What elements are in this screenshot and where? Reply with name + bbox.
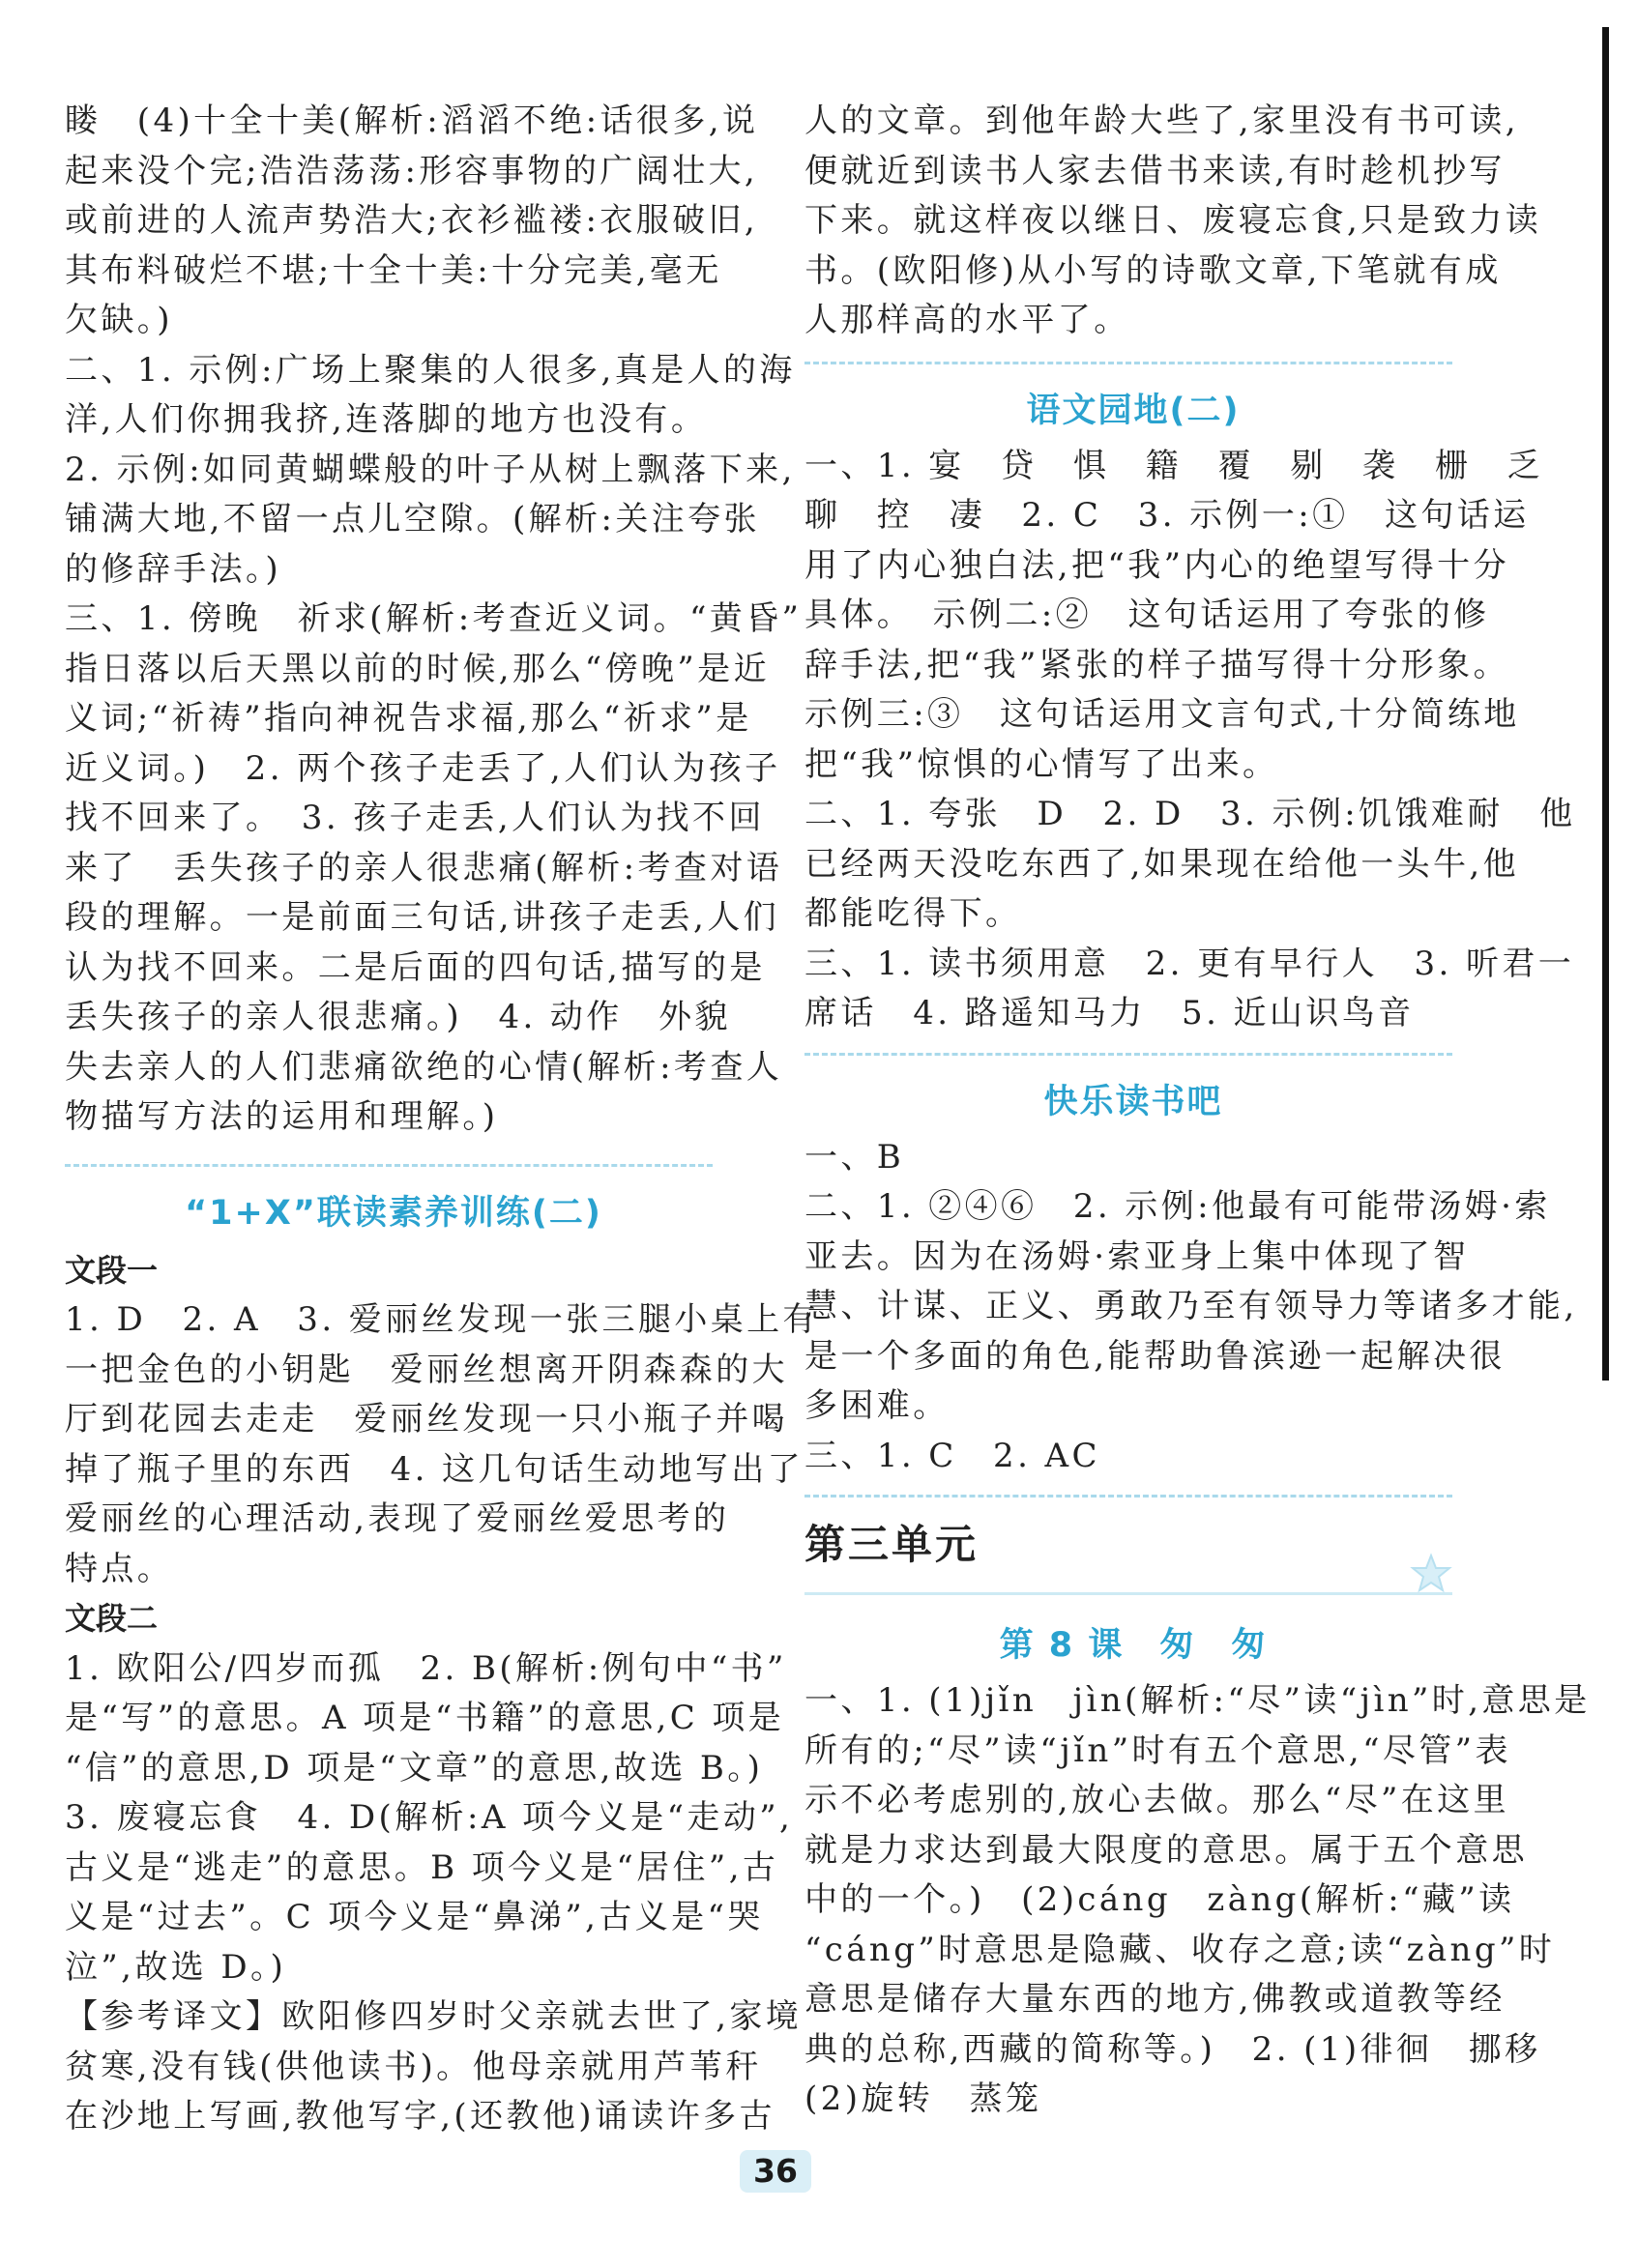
text-line: 䁖 (4)十全十美(解析:滔滔不绝:话很多,说 — [65, 102, 759, 140]
text-line: 一、1. (1)jǐn jìn(解析:“尽”读“jìn”时,意思是 — [804, 1681, 1591, 1720]
text-line: 3. 废寝忘食 4. D(解析:A 项今义是“走动”, — [65, 1798, 794, 1837]
text-line: 三、1. C 2. AC — [804, 1436, 1100, 1475]
text-line: 的修辞手法。) — [65, 549, 282, 589]
text-line: 1. 欧阳公/四岁而孤 2. B(解析:例句中“书” — [65, 1648, 787, 1688]
section-title-1x-reading: “1+X”联读素养训练(二) — [185, 1193, 602, 1233]
text-line: 来了 丢失孩子的亲人很悲痛(解析:考查对语 — [65, 848, 783, 887]
text-line: 义词;“祈祷”指向神祝告求福,那么“祈求”是 — [65, 699, 752, 738]
text-line: 铺满大地,不留一点儿空隙。(解析:关注夸张 — [65, 500, 760, 538]
text-line: 用了内心独白法,把“我”内心的绝望写得十分 — [804, 545, 1509, 585]
text-line: 二、1. 夸张 D 2. D 3. 示例:饥饿难耐 他 — [804, 795, 1576, 833]
star-icon — [1410, 1553, 1452, 1595]
lesson-8-answers — [804, 1676, 1591, 2125]
text-line: “cáng”时意思是隐藏、收存之意;读“zàng”时 — [804, 1930, 1556, 1969]
text-line: 三、1. 读书须用意 2. 更有早行人 3. 听君一 — [804, 944, 1575, 983]
text-line: 典的总称,西藏的简称等。) 2. (1)徘徊 挪移 — [804, 2029, 1541, 2069]
text-line: 二、1. ②④⑥ 2. 示例:他最有可能带汤姆·索 — [804, 1187, 1551, 1226]
text-line: 起来没个完;浩浩荡荡:形容事物的广阔壮大, — [65, 151, 759, 190]
section-divider — [804, 1495, 1452, 1497]
text-line: 席话 4. 路遥知马力 5. 近山识鸟音 — [804, 994, 1415, 1032]
lesson-title: 第 8 课 匆 匆 — [999, 1626, 1268, 1665]
text-line: 段的理解。一是前面三句话,讲孩子走丢,人们 — [65, 898, 780, 937]
text-line: 聊 控 凄 2. C 3. 示例一:① 这句话运 — [804, 496, 1530, 535]
text-line: 具体。 示例二:② 这句话运用了夸张的修 — [804, 596, 1490, 634]
text-line: 意思是储存大量东西的地方,佛教或道教等经 — [804, 1980, 1506, 2019]
passage-one-label: 文段一 — [65, 1251, 159, 1289]
answer-block-unit2-end — [65, 97, 803, 1143]
text-line: 所有的;“尽”读“jǐn”时有五个意思,“尽管”表 — [804, 1730, 1511, 1770]
text-line: 人那样高的水平了。 — [804, 301, 1130, 339]
text-line: 是一个多面的角色,能帮助鲁滨逊一起解决很 — [804, 1336, 1506, 1376]
text-line: 丢失孩子的亲人很悲痛。) 4. 动作 外貌 — [65, 998, 731, 1036]
translation-continued — [804, 97, 1542, 346]
text-line: 认为找不回来。二是后面的四句话,描写的是 — [65, 947, 766, 987]
text-line: 便就近到读书人家去借书来读,有时趁机抄写 — [804, 151, 1506, 190]
yuwen-yuandi-answers — [804, 442, 1576, 1039]
text-line: 慧、计谋、正义、勇敢乃至有领导力等诸多才能, — [804, 1287, 1578, 1325]
passage-two-answers — [65, 1644, 803, 2142]
text-line: 都能吃得下。 — [804, 894, 1022, 933]
passage-two-label: 文段二 — [65, 1600, 159, 1637]
passage-one-answers — [65, 1295, 819, 1594]
text-line: 一把金色的小钥匙 爱丽丝想离开阴森森的大 — [65, 1350, 788, 1389]
text-line: 在沙地上写画,教他写字,(还教他)诵读许多古 — [65, 2097, 775, 2136]
text-line: 其布料破烂不堪;十全十美:十分完美,毫无 — [65, 250, 722, 290]
text-line: 辞手法,把“我”紧张的样子描写得十分形象。 — [804, 645, 1509, 684]
text-line: 1. D 2. A 3. 爱丽丝发现一张三腿小桌上有 — [65, 1300, 819, 1339]
text-line: 泣”,故选 D。) — [65, 1947, 287, 1987]
section-title-yuwen-yuandi: 语文园地(二) — [1026, 391, 1241, 430]
page-edge-bar — [1602, 27, 1609, 1381]
text-line: 三、1. 傍晚 祈求(解析:考查近义词。“黄昏” — [65, 599, 803, 638]
section-divider — [804, 362, 1452, 364]
text-line: 人的文章。到他年龄大些了,家里没有书可读, — [804, 102, 1520, 140]
section-divider — [65, 1164, 713, 1167]
text-line: 亚去。因为在汤姆·索亚身上集中体现了智 — [804, 1236, 1470, 1276]
text-line: 2. 示例:如同黄蝴蝶般的叶子从树上飘落下来, — [65, 450, 796, 489]
text-line: 找不回来了。 3. 孩子走丢,人们认为找不回 — [65, 799, 765, 837]
text-line: 特点。 — [65, 1549, 174, 1588]
section-divider — [804, 1053, 1452, 1056]
text-line: 洋,人们你拥我挤,连落脚的地方也没有。 — [65, 400, 708, 439]
text-line: 贫寒,没有钱(供他读书)。他母亲就用芦苇秆 — [65, 2047, 762, 2086]
text-line: 或前进的人流声势浩大;衣衫褴褛:衣服破旧, — [65, 201, 759, 240]
text-line: 是“写”的意思。A 项是“书籍”的意思,C 项是 — [65, 1699, 785, 1737]
text-line: 古义是“逃走”的意思。B 项今义是“居住”,古 — [65, 1847, 779, 1887]
unit-underline — [804, 1592, 1452, 1595]
text-line: (2)旋转 蒸笼 — [804, 2079, 1042, 2118]
text-line: 爱丽丝的心理活动,表现了爱丽丝爱思考的 — [65, 1499, 730, 1538]
text-line: 中的一个。) (2)cáng zàng(解析:“藏”读 — [804, 1880, 1515, 1919]
text-line: 二、1. 示例:广场上聚集的人很多,真是人的海 — [65, 350, 796, 390]
text-line: 把“我”惊惧的心情写了出来。 — [804, 744, 1279, 784]
text-line: 欠缺。) — [65, 301, 173, 339]
text-line: 下来。就这样夜以继日、废寝忘食,只是致力读 — [804, 201, 1542, 240]
text-line: 书。(欧阳修)从小写的诗歌文章,下笔就有成 — [804, 250, 1502, 290]
text-line: 就是力求达到最大限度的意思。属于五个意思 — [804, 1830, 1528, 1870]
text-line: “信”的意思,D 项是“文章”的意思,故选 B。) — [65, 1748, 764, 1788]
section-title-happy-reading: 快乐读书吧 — [1043, 1082, 1223, 1121]
text-line: 厅到花园去走走 爱丽丝发现一只小瓶子并喝 — [65, 1400, 788, 1439]
text-line: 掉了瓶子里的东西 4. 这几句话生动地写出了 — [65, 1449, 804, 1489]
right-column — [804, 97, 1591, 2125]
text-line: 义是“过去”。C 项今义是“鼻涕”,古义是“哭 — [65, 1898, 764, 1936]
text-line: 一、B — [804, 1137, 905, 1177]
text-line: 多困难。 — [804, 1386, 950, 1425]
text-line: 示例三:③ 这句话运用文言句式,十分简练地 — [804, 695, 1520, 734]
text-line: 失去亲人的人们悲痛欲绝的心情(解析:考查人 — [65, 1047, 783, 1087]
happy-reading-answers — [804, 1133, 1578, 1482]
page-number: 36 — [740, 2150, 811, 2193]
text-line: 近义词。) 2. 两个孩子走丢了,人们认为孩子 — [65, 748, 781, 788]
text-line: 示不必考虑别的,放心去做。那么“尽”在这里 — [804, 1781, 1509, 1819]
text-line: 一、1. 宴 贷 惧 籍 覆 剔 袭 栅 乏 — [804, 446, 1544, 485]
left-column — [65, 97, 819, 2142]
text-line: 物描写方法的运用和理解。) — [65, 1097, 499, 1136]
text-line: 已经两天没吃东西了,如果现在给他一头牛,他 — [804, 844, 1520, 884]
unit-title: 第三单元 — [804, 1521, 980, 1568]
text-line: 指日落以后天黑以前的时候,那么“傍晚”是近 — [65, 649, 770, 688]
text-line: 【参考译文】欧阳修四岁时父亲就去世了,家境 — [65, 1997, 803, 2036]
